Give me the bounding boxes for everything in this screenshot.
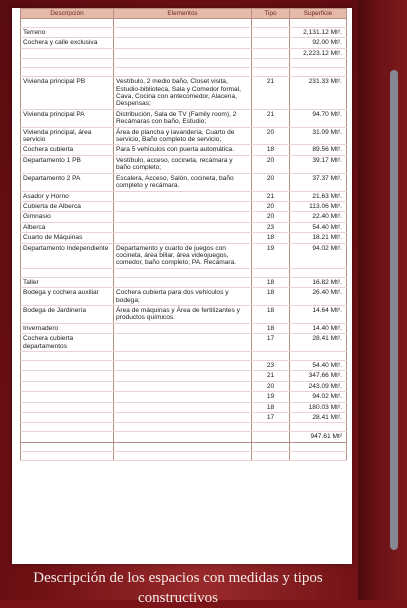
table-row: [21, 222, 347, 232]
spacer-row: [21, 442, 347, 451]
descripcion-cell: Vivienda principal PB: [21, 77, 114, 110]
elementos-cell: [114, 233, 252, 243]
table-row: [21, 305, 347, 323]
descripcion-cell: Vivienda principal PA: [21, 109, 114, 127]
summary-row: [21, 402, 347, 412]
tipo-cell: 20: [252, 212, 290, 222]
table-body: [21, 19, 347, 461]
descripcion-cell: Departamento Independiente: [21, 243, 114, 268]
summary-tipo-cell: 17: [252, 413, 290, 423]
empty-cell: [252, 432, 290, 442]
descripcion-cell: Terreno: [21, 28, 114, 38]
table-header: [21, 9, 347, 19]
superficie-cell: 14.64 Mt².: [290, 305, 347, 323]
table-row: [21, 155, 347, 173]
table-row: [21, 145, 347, 155]
elementos-cell: [114, 277, 252, 287]
superficie-cell: 39.17 Mt².: [290, 155, 347, 173]
tipo-cell: 20: [252, 173, 290, 191]
empty-cell: [21, 68, 114, 77]
superficie-cell: 94.02 Mt².: [290, 243, 347, 268]
empty-cell: [21, 451, 114, 460]
empty-cell: [290, 68, 347, 77]
superficie-cell: 28.41 Mt².: [290, 334, 347, 352]
empty-cell: [114, 402, 252, 412]
header-tipo: Tipo: [252, 9, 290, 19]
superficie-cell: 18.21 Mt².: [290, 233, 347, 243]
empty-cell: [21, 19, 114, 28]
superficie-cell: 2,131.12 Mt².: [290, 28, 347, 38]
superficie-cell: 94.70 Mt².: [290, 109, 347, 127]
empty-cell: [290, 268, 347, 277]
table-row: [21, 334, 347, 352]
table-row: [21, 77, 347, 110]
tipo-cell: 21: [252, 109, 290, 127]
spacer-row: [21, 268, 347, 277]
descripcion-cell: Departamento 1 PB: [21, 155, 114, 173]
spaces-table: [20, 8, 347, 461]
descripcion-cell: Cubierta de Alberca: [21, 201, 114, 211]
summary-tipo-cell: 20: [252, 381, 290, 391]
tipo-cell: 18: [252, 277, 290, 287]
empty-cell: [252, 352, 290, 361]
tipo-cell: 18: [252, 323, 290, 333]
descripcion-cell: [21, 48, 114, 58]
summary-tipo-cell: 18: [252, 402, 290, 412]
empty-cell: [21, 413, 114, 423]
summary-superficie-cell: 28.41 Mt².: [290, 413, 347, 423]
elementos-cell: [114, 191, 252, 201]
elementos-cell: Para 5 vehículos con puerta automática.: [114, 145, 252, 155]
empty-cell: [21, 432, 114, 442]
tipo-cell: 17: [252, 334, 290, 352]
empty-cell: [21, 59, 114, 68]
superficie-cell: 26.40 Mt².: [290, 288, 347, 306]
descripcion-cell: Taller: [21, 277, 114, 287]
summary-row: [21, 361, 347, 371]
tipo-cell: 18: [252, 145, 290, 155]
table-row: [21, 243, 347, 268]
empty-cell: [252, 68, 290, 77]
empty-cell: [114, 352, 252, 361]
table-row: [21, 201, 347, 211]
empty-cell: [252, 59, 290, 68]
tipo-cell: 18: [252, 305, 290, 323]
tipo-cell: 20: [252, 201, 290, 211]
table-row: [21, 288, 347, 306]
descripcion-cell: Invernadero: [21, 323, 114, 333]
elementos-cell: Departamento y cuarto de juegos con cocineta, área billar, área videojuegos, comedor, baño completo; PA. Recámara.: [114, 243, 252, 268]
empty-cell: [114, 59, 252, 68]
elementos-cell: Distribución, Sala de TV (Family room), 2 Recámaras con baño, Estudio;: [114, 109, 252, 127]
empty-cell: [114, 413, 252, 423]
empty-cell: [114, 423, 252, 432]
empty-cell: [252, 19, 290, 28]
empty-cell: [21, 268, 114, 277]
empty-cell: [21, 371, 114, 381]
tipo-cell: 21: [252, 77, 290, 110]
slide-caption: Descripción de los espacios con medidas y tipos constructivos: [33, 570, 323, 606]
elementos-cell: Cochera cubierta para dos vehículos y bodega;: [114, 288, 252, 306]
elementos-cell: Vestíbulo, acceso, cocineta, recámara y baño completo;: [114, 155, 252, 173]
header-elementos: Elementos: [114, 9, 252, 19]
spacer-row: [21, 59, 347, 68]
superficie-cell: 22.40 Mt².: [290, 212, 347, 222]
superficie-cell: 54.40 Mt².: [290, 222, 347, 232]
empty-cell: [290, 451, 347, 460]
empty-cell: [290, 59, 347, 68]
spacer-row: [21, 352, 347, 361]
elementos-cell: [114, 212, 252, 222]
tipo-cell: 21: [252, 191, 290, 201]
elementos-cell: [114, 323, 252, 333]
summary-tipo-cell: 23: [252, 361, 290, 371]
table-row: [21, 48, 347, 58]
summary-tipo-cell: 19: [252, 392, 290, 402]
summary-superficie-cell: 180.03 Mt².: [290, 402, 347, 412]
summary-superficie-cell: 243.09 Mt².: [290, 381, 347, 391]
empty-cell: [114, 442, 252, 451]
header-descripcion: Descripción: [21, 9, 114, 19]
empty-cell: [114, 392, 252, 402]
empty-cell: [114, 68, 252, 77]
total-row: [21, 432, 347, 442]
table-row: [21, 127, 347, 145]
descripcion-cell: Cochera cubierta: [21, 145, 114, 155]
elementos-cell: [114, 201, 252, 211]
empty-cell: [21, 381, 114, 391]
tipo-cell: 20: [252, 127, 290, 145]
tipo-cell: 18: [252, 288, 290, 306]
empty-cell: [114, 432, 252, 442]
empty-cell: [114, 19, 252, 28]
descripcion-cell: Bodega de Jardinería: [21, 305, 114, 323]
empty-cell: [252, 268, 290, 277]
tipo-cell: [252, 48, 290, 58]
descripcion-cell: Cuarto de Máquinas: [21, 233, 114, 243]
empty-cell: [114, 451, 252, 460]
superficie-cell: 37.37 Mt².: [290, 173, 347, 191]
table-row: [21, 191, 347, 201]
elementos-cell: Área de plancha y lavandería, Cuarto de servicio, Baño completo de servicio;: [114, 127, 252, 145]
header-superficie: Superficie: [290, 9, 347, 19]
empty-cell: [290, 442, 347, 451]
table-row: [21, 233, 347, 243]
descripcion-cell: Vivienda principal, área servicio: [21, 127, 114, 145]
empty-cell: [252, 451, 290, 460]
elementos-cell: [114, 334, 252, 352]
elementos-cell: Área de máquinas y Área de fertilizantes y productos químicos.: [114, 305, 252, 323]
superficie-cell: 89.56 Mt².: [290, 145, 347, 155]
table-row: [21, 109, 347, 127]
superficie-cell: 113.06 Mt².: [290, 201, 347, 211]
empty-cell: [290, 352, 347, 361]
tipo-cell: 19: [252, 243, 290, 268]
descripcion-cell: Departamento 2 PA: [21, 173, 114, 191]
scrollbar[interactable]: [390, 70, 398, 550]
elementos-cell: [114, 48, 252, 58]
empty-cell: [114, 371, 252, 381]
tipo-cell: 20: [252, 155, 290, 173]
empty-cell: [114, 381, 252, 391]
table-row: [21, 38, 347, 48]
empty-cell: [290, 423, 347, 432]
descripcion-cell: Gimnasio: [21, 212, 114, 222]
superficie-cell: 16.82 Mt².: [290, 277, 347, 287]
spacer-row: [21, 68, 347, 77]
summary-superficie-cell: 347.66 Mt².: [290, 371, 347, 381]
tipo-cell: [252, 28, 290, 38]
superficie-cell: 31.09 Mt².: [290, 127, 347, 145]
table-row: [21, 212, 347, 222]
summary-superficie-cell: 54.40 Mt².: [290, 361, 347, 371]
elementos-cell: Vestíbulo, 2 medio baño, Closet visita, Estudio-biblioteca, Sala y Comedor formal, Cava, Cocina con antecomedor, Alacena, Despensas;: [114, 77, 252, 110]
empty-cell: [21, 392, 114, 402]
summary-tipo-cell: 21: [252, 371, 290, 381]
descripcion-cell: Bodega y cochera auxiliar: [21, 288, 114, 306]
empty-cell: [21, 402, 114, 412]
table-row: [21, 323, 347, 333]
side-panel: [358, 0, 407, 600]
summary-row: [21, 392, 347, 402]
summary-row: [21, 381, 347, 391]
empty-cell: [21, 423, 114, 432]
superficie-cell: 231.33 Mt².: [290, 77, 347, 110]
table-row: [21, 173, 347, 191]
descripcion-cell: Cochera y calle exclusiva: [21, 38, 114, 48]
tipo-cell: 23: [252, 222, 290, 232]
superficie-cell: 92.00 Mt².: [290, 38, 347, 48]
summary-superficie-cell: 94.02 Mt².: [290, 392, 347, 402]
empty-cell: [21, 361, 114, 371]
table-row: [21, 277, 347, 287]
superficie-cell: 14.40 Mt².: [290, 323, 347, 333]
superficie-cell: 21.63 Mt².: [290, 191, 347, 201]
table-row: [21, 28, 347, 38]
empty-cell: [21, 442, 114, 451]
elementos-cell: [114, 222, 252, 232]
empty-cell: [21, 352, 114, 361]
empty-cell: [114, 268, 252, 277]
summary-row: [21, 413, 347, 423]
empty-cell: [252, 423, 290, 432]
superficie-cell: 2,223.12 Mt².: [290, 48, 347, 58]
empty-cell: [114, 361, 252, 371]
spacer-row: [21, 451, 347, 460]
descripcion-cell: Asador y Horno: [21, 191, 114, 201]
tipo-cell: 18: [252, 233, 290, 243]
summary-row: [21, 371, 347, 381]
descripcion-cell: Alberca: [21, 222, 114, 232]
spacer-row: [21, 423, 347, 432]
elementos-cell: [114, 28, 252, 38]
total-superficie-cell: 947.61 Mt²: [290, 432, 347, 442]
empty-cell: [290, 19, 347, 28]
descripcion-cell: Cochera cubierta departamentos: [21, 334, 114, 352]
elementos-cell: Escalera, Acceso, Salón, cocineta, baño completo y recámara.: [114, 173, 252, 191]
empty-cell: [252, 442, 290, 451]
spacer-row: [21, 19, 347, 28]
tipo-cell: [252, 38, 290, 48]
elementos-cell: [114, 38, 252, 48]
